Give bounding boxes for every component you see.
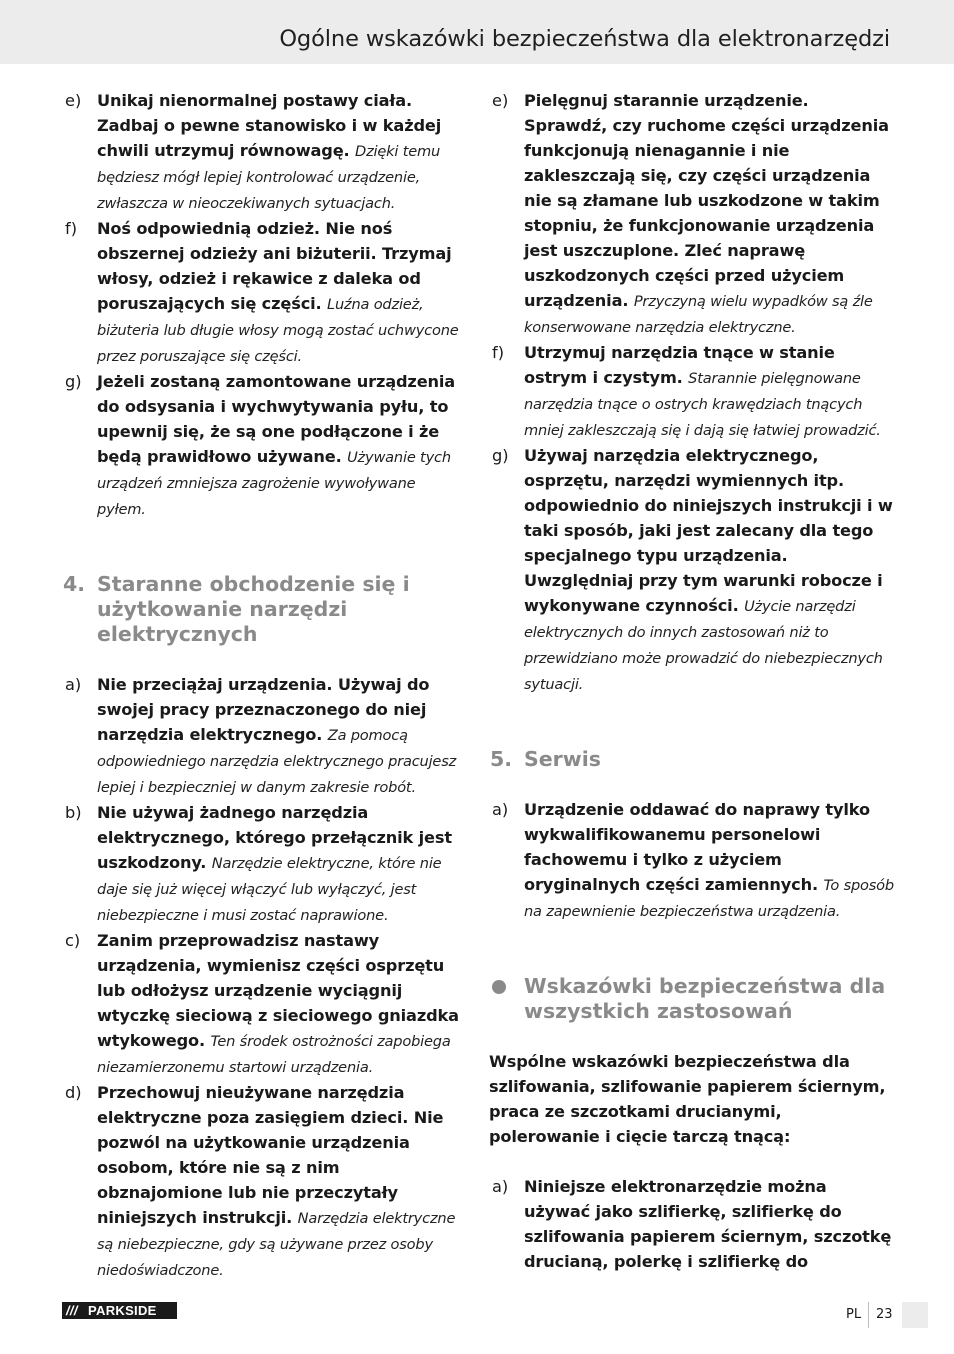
item-instruction: Nie przeciążaj urządzenia. Używaj do swojej pracy przeznaczonego do niej narzędzia elektrycznego. <box>97 675 430 744</box>
item-instruction: Używaj narzędzia elektrycznego, osprzętu, narzędzi wymiennych itp. odpowiednio do niniejszych instrukcji i w taki sposób, jaki jest zalecany dla tego specjalnego typu urządzenia. Uwzględniaj przy tym warunki robocze i wykonywane czynności. <box>524 446 893 615</box>
left-column <box>62 88 466 1283</box>
item-instruction: Utrzymuj narzędzia tnące w stanie ostrym i czystym. <box>524 343 835 387</box>
item-instruction: Nie używaj żadnego narzędzia elektrycznego, którego przełącznik jest uszkodzony. <box>97 803 452 872</box>
page-header <box>0 0 954 64</box>
intro-paragraph: Wspólne wskazówki bezpieczeństwa dla szlifowania, szlifowanie papierem ściernym, praca ze szczotkami drucianymi, polerowanie i cięcie tarczą tnącą: <box>489 1052 886 1146</box>
section-heading <box>62 572 466 647</box>
item-explanation: Narzędzia elektryczne są niebezpieczne, gdy są używane przez osoby niedoświadczone. <box>97 1210 456 1279</box>
item-label: f) <box>65 219 78 238</box>
item-label: a) <box>492 1177 509 1196</box>
item-instruction: Unikaj nienormalnej postawy ciała. Zadbaj o pewne stanowisko i w każdej chwili utrzymuj równowagę. <box>97 91 442 160</box>
item-instruction: Przechowuj nieużywane narzędzia elektryczne poza zasięgiem dzieci. Nie pozwól na użytkowanie urządzenia osobom, które nie są z nim obznajomione lub nie przeczytały niniejszych instrukcji. <box>97 1083 444 1227</box>
language-code: PL <box>846 1307 862 1322</box>
list-item <box>489 797 895 924</box>
logo-marks: /// <box>66 1303 78 1318</box>
list-item <box>62 88 466 216</box>
section-title: Staranne obchodzenie się i użytkowanie narzędzi elektrycznych <box>97 572 410 646</box>
logo-text: PARKSIDE <box>88 1303 157 1318</box>
item-explanation: Dzięki temu będziesz mógł lepiej kontrolować urządzenie, zwłaszcza w nieoczekiwanych sytuacjach. <box>97 143 441 212</box>
list-item <box>62 216 466 369</box>
item-instruction: Noś odpowiednią odzież. Nie noś obszernej odzieży ani biżuterii. Trzymaj włosy, odzież i rękawice z daleka od poruszających się części. <box>97 219 452 313</box>
item-explanation: Używanie tych urządzeń zmniejsza zagrożenie wywoływane pyłem. <box>97 449 451 518</box>
section-heading <box>489 974 895 1024</box>
item-label: a) <box>492 800 509 819</box>
item-label: c) <box>65 931 81 950</box>
list-item <box>489 340 895 443</box>
item-explanation: Starannie pielęgnowane narzędzia tnące o ostrych krawędziach tnących mniej zakleszczają się i dają się łatwiej prowadzić. <box>524 370 881 439</box>
list-item <box>62 369 466 522</box>
list-item <box>489 443 895 697</box>
item-explanation: Przyczyną wielu wypadków są źle konserwowane narzędzia elektryczne. <box>524 293 873 336</box>
section-number: 5. <box>490 747 513 771</box>
item-label: e) <box>65 91 82 110</box>
list-item <box>62 800 466 928</box>
page-number: 23 <box>876 1307 893 1322</box>
list-item <box>489 88 895 340</box>
item-label: a) <box>65 675 82 694</box>
item-label: g) <box>65 372 82 391</box>
page-title: Ogólne wskazówki bezpieczeństwa dla elektronarzędzi <box>279 26 890 52</box>
item-label: g) <box>492 446 509 465</box>
brand-logo <box>62 1302 177 1319</box>
item-instruction: Pielęgnuj starannie urządzenie. Sprawdź, czy ruchome części urządzenia funkcjonują nienagannie i nie zakleszczają się, czy części urządzenia nie są złamane lub uszkodzone w takim stopniu, że funkcjonowanie urządzenia jest uszczuplone. Zleć naprawę uszkodzonych części przed użyciem urządzenia. <box>524 91 889 310</box>
item-explanation: Ten środek ostrożności zapobiega niezamierzonemu startowi urządzenia. <box>97 1033 451 1076</box>
list-item <box>62 672 466 800</box>
section-title: Serwis <box>524 747 601 771</box>
bullet-icon <box>492 980 506 994</box>
item-explanation: Za pomocą odpowiedniego narzędzia elektrycznego pracujesz lepiej i bezpieczniej w danym zakresie robót. <box>97 727 457 796</box>
list-item <box>62 1080 466 1283</box>
item-instruction: Urządzenie oddawać do naprawy tylko wykwalifikowanemu personelowi fachowemu i tylko z użyciem oryginalnych części zamiennych. <box>524 800 870 894</box>
item-label: f) <box>492 343 505 362</box>
footer-divider <box>868 1302 869 1328</box>
list-item <box>62 928 466 1080</box>
item-explanation: To sposób na zapewnienie bezpieczeństwa urządzenia. <box>524 877 894 920</box>
section-heading <box>489 747 895 772</box>
item-label: e) <box>492 91 509 110</box>
item-label: b) <box>65 803 82 822</box>
section-title: Wskazówki bezpieczeństwa dla wszystkich zastosowań <box>524 974 886 1023</box>
right-column <box>489 88 895 1274</box>
item-label: d) <box>65 1083 82 1102</box>
item-instruction: Niniejsze elektronarzędzie można używać jako szlifierkę, szlifierkę do szlifowania papierem ściernym, szczotkę drucianą, polerkę i szlifierkę do <box>524 1177 892 1271</box>
item-explanation: Użycie narzędzi elektrycznych do innych zastosowań niż to przewidziano może prowadzić do niebezpiecznych sytuacji. <box>524 598 883 693</box>
section-number: 4. <box>63 572 86 596</box>
item-explanation: Luźna odzież, biżuteria lub długie włosy mogą zostać uchwycone przez poruszające się części. <box>97 296 459 365</box>
list-item <box>489 1174 895 1274</box>
item-explanation: Narzędzie elektryczne, które nie daje się już więcej włączyć lub wyłączyć, jest niebezpieczne i musi zostać naprawione. <box>97 855 442 924</box>
item-instruction: Zanim przeprowadzisz nastawy urządzenia, wymienisz części osprzętu lub odłożysz urządzenie wyciągnij wtyczkę sieciową z sieciowego gniazdka wtykowego. <box>97 931 459 1050</box>
page-corner-box <box>902 1302 928 1328</box>
item-instruction: Jeżeli zostaną zamontowane urządzenia do odsysania i wychwytywania pyłu, to upewnij się, że są one podłączone i że będą prawidłowo używane. <box>97 372 456 466</box>
